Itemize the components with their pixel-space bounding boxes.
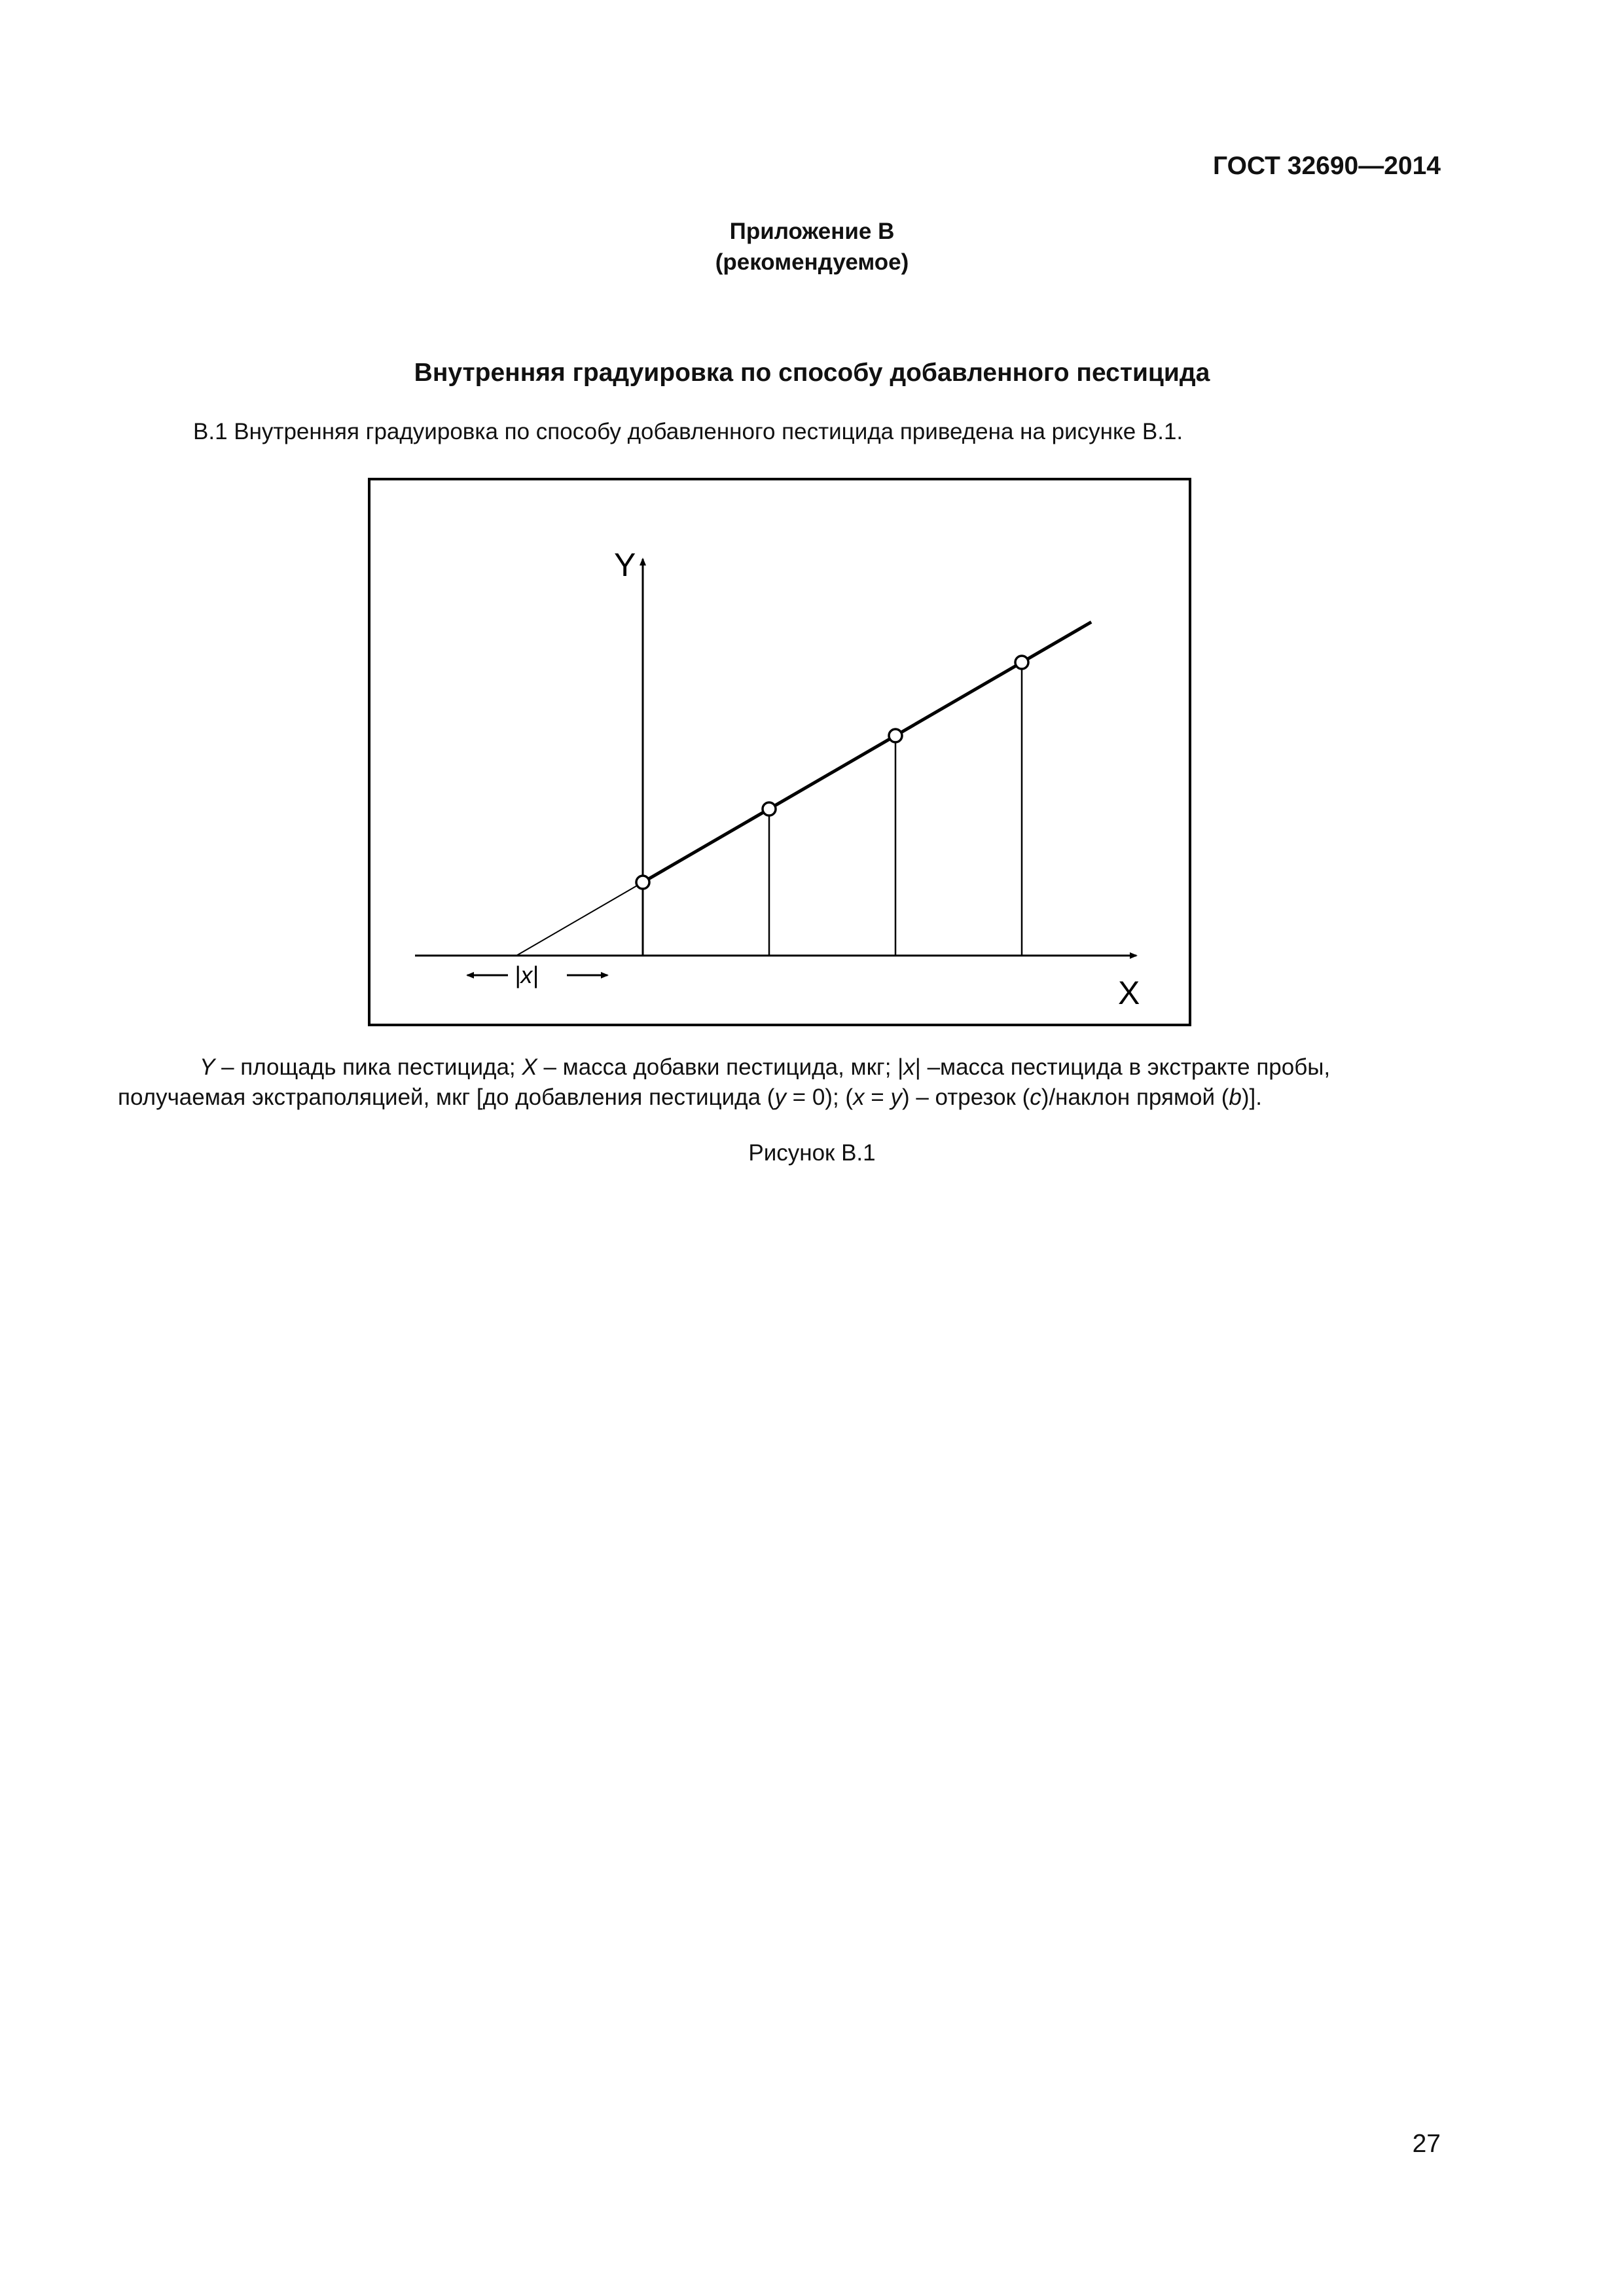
caption-line-2 xyxy=(118,1083,1440,1113)
figure-frame xyxy=(368,478,1191,1026)
page-number: 27 xyxy=(1412,2130,1441,2158)
data-point xyxy=(636,876,649,889)
figure-label: Рисунок В.1 xyxy=(748,1140,876,1166)
caption-x2-desc: | –масса пестицида в экстракте пробы, xyxy=(914,1054,1331,1080)
caption-text: )]. xyxy=(1241,1085,1262,1110)
calibration-chart xyxy=(370,480,1189,1024)
extrapolation-line xyxy=(516,882,643,956)
x-axis-label: X xyxy=(1118,975,1140,1011)
caption-text: ) – отрезок ( xyxy=(901,1085,1030,1110)
data-point xyxy=(889,729,902,742)
caption-text: получаемая экстраполяцией, мкг [до добавления пестицида ( xyxy=(118,1085,775,1110)
caption-symbol: y xyxy=(890,1085,902,1110)
data-point xyxy=(763,802,776,816)
caption-symbol: c xyxy=(1030,1085,1041,1110)
y-axis-label: Y xyxy=(614,547,636,583)
body-paragraph: В.1 Внутренняя градуировка по способу добавленного пестицида приведена на рисунке В.1. xyxy=(193,419,1183,444)
caption-x-symbol: X xyxy=(522,1054,537,1080)
caption-x-desc: – масса добавки пестицида, мкг; | xyxy=(537,1054,904,1080)
standard-number: ГОСТ 32690—2014 xyxy=(1213,152,1441,180)
annex-heading xyxy=(0,216,1624,278)
caption-symbol: b xyxy=(1229,1085,1242,1110)
caption-text: )/наклон прямой ( xyxy=(1041,1085,1229,1110)
annex-label: Приложение В xyxy=(729,219,895,244)
figure-caption xyxy=(118,1052,1440,1113)
annex-status: (рекомендуемое) xyxy=(715,249,909,275)
caption-symbol: y xyxy=(774,1085,786,1110)
caption-y-symbol: Y xyxy=(200,1054,215,1080)
caption-symbol: x xyxy=(853,1085,865,1110)
caption-line-1 xyxy=(118,1052,1440,1083)
section-title: Внутренняя градуировка по способу добавленного пестицида xyxy=(414,359,1210,387)
caption-x2-symbol: x xyxy=(903,1054,915,1080)
caption-text: = xyxy=(864,1085,891,1110)
interval-label: |x| xyxy=(514,961,539,988)
data-point xyxy=(1015,656,1028,669)
caption-y-desc: – площадь пика пестицида; xyxy=(215,1054,522,1080)
caption-text: = 0); ( xyxy=(785,1085,854,1110)
